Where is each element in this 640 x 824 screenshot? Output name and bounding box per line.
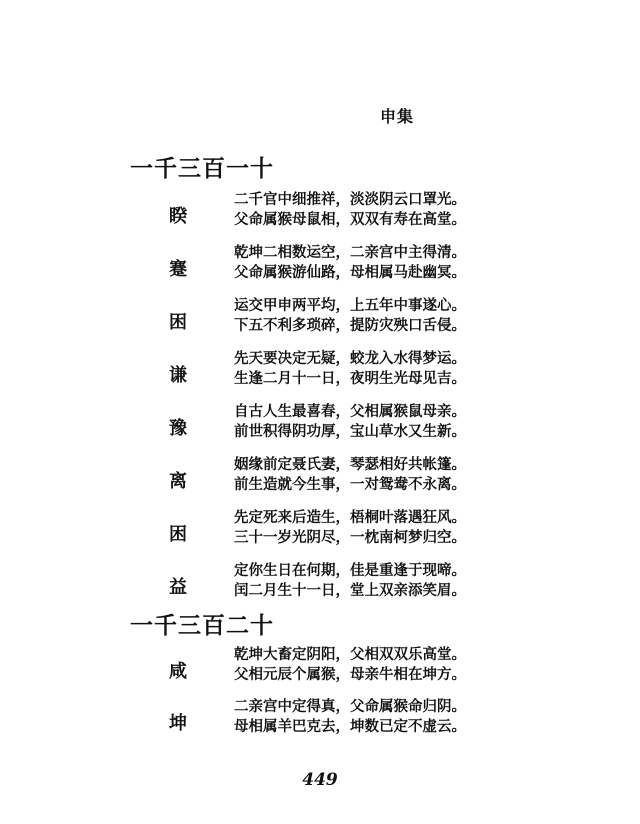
verse-line: 母相属羊巴克去，坤数已定不虚云。 <box>234 718 466 735</box>
hexagram-name: 困 <box>169 524 187 545</box>
hexagram-name: 离 <box>169 471 187 492</box>
entry-4 <box>168 349 468 393</box>
entry-3 <box>168 296 468 340</box>
verse <box>234 455 466 495</box>
verse-line: 父命属猴游仙路，母相属马赴幽冥。 <box>234 264 466 281</box>
verse-line: 前生造就今生事，一对鸳鸯不永离。 <box>234 476 466 493</box>
hexagram-name: 益 <box>169 577 187 598</box>
verse-line: 下五不利多琐碎，提防灾殃口舌侵。 <box>234 317 466 334</box>
verse-line: 定你生日在何期，佳是重逢于现啼。 <box>234 562 466 579</box>
verse <box>234 561 466 601</box>
hexagram-name: 困 <box>169 312 187 333</box>
hexagram-name: 豫 <box>169 418 187 439</box>
verse-line: 父命属猴母鼠相，双双有寿在高堂。 <box>234 211 466 228</box>
verse <box>234 349 466 389</box>
verse-line: 先定死来后造生，梧桐叶落遇狂风。 <box>234 509 466 526</box>
entry-2 <box>168 243 468 287</box>
entry-10 <box>168 697 468 741</box>
hexagram-name: 坤 <box>169 713 187 734</box>
verse-line: 姻缘前定聂氏妻，琴瑟相好共帐篷。 <box>234 456 466 473</box>
section-title-1310: 一千三百一十 <box>130 155 274 182</box>
entry-7 <box>168 508 468 552</box>
verse <box>234 697 466 737</box>
verse-line: 生逢二月十一日，夜明生光母见吉。 <box>234 370 466 387</box>
verse <box>234 243 466 283</box>
verse <box>234 190 466 230</box>
section-title-1320: 一千三百二十 <box>130 612 274 639</box>
page-number: 449 <box>302 770 338 790</box>
verse-line: 乾坤二相数运空，二亲宫中主得清。 <box>234 244 466 261</box>
verse-line: 父相元辰个属猴，母亲牛相在坤方。 <box>234 666 466 683</box>
entry-1 <box>168 190 468 234</box>
verse-line: 自古人生最喜春，父相属猴鼠母亲。 <box>234 403 466 420</box>
verse <box>234 645 466 685</box>
verse-line: 前世积得阴功厚，宝山草水又生新。 <box>234 423 466 440</box>
running-header: 申集 <box>380 107 415 126</box>
verse <box>234 296 466 336</box>
verse-line: 运交甲申两平均，上五年中事遂心。 <box>234 297 466 314</box>
verse-line: 三十一岁光阴尽，一枕南柯梦归空。 <box>234 529 466 546</box>
verse-line: 二亲宫中定得真，父命属猴命归阴。 <box>234 698 466 715</box>
entry-8 <box>168 561 468 605</box>
hexagram-name: 咸 <box>169 661 187 682</box>
entry-6 <box>168 455 468 499</box>
hexagram-name: 蹇 <box>169 259 187 280</box>
entry-9 <box>168 645 468 689</box>
verse-line: 先天要决定无疑，蛟龙入水得梦运。 <box>234 350 466 367</box>
verse-line: 乾坤大畜定阴阳，父相双双乐高堂。 <box>234 646 466 663</box>
verse <box>234 402 466 442</box>
verse-line: 二千官中细推祥，淡淡阴云口罩光。 <box>234 191 466 208</box>
verse <box>234 508 466 548</box>
hexagram-name: 谦 <box>169 365 187 386</box>
entry-5 <box>168 402 468 446</box>
verse-line: 闰二月生十一日，堂上双亲添笑眉。 <box>234 582 466 599</box>
hexagram-name: 睽 <box>169 206 187 227</box>
